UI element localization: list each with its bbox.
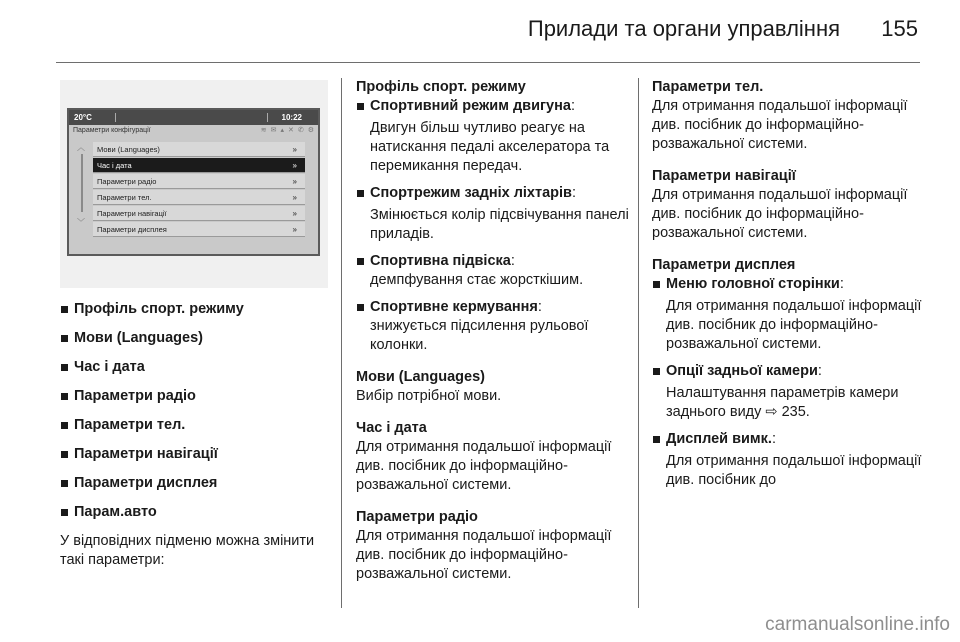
section-text: Для отримання подальшої інформації див. посібник до інформаційно-розважальної системи.: [652, 187, 908, 241]
list-item: Спортивне кермування: знижується підсилення рульової колонки.: [356, 298, 631, 355]
list-item: Парам.авто: [60, 503, 330, 522]
section-navigation: [652, 167, 922, 243]
status-bar: [69, 110, 318, 125]
section-heading: Час і дата: [356, 420, 427, 436]
column-divider-2: [638, 78, 639, 608]
clock-readout: 10:22: [281, 113, 302, 122]
scroll-up-icon[interactable]: ︿: [77, 143, 85, 152]
header-title: Прилади та органи управління: [527, 16, 840, 41]
menu-item-navigation[interactable]: Параметри навігації »: [93, 206, 305, 221]
list-item: Параметри радіо: [60, 387, 330, 406]
chevron-right-icon: »: [292, 177, 297, 186]
list-item: Параметри навігації: [60, 445, 330, 464]
list-item: Меню головної сторінки: Для отримання подальшої інформації див. посібник до інформаційно-розважальної системи.: [652, 275, 922, 354]
status-bar-separator: [115, 113, 116, 122]
section-heading: Параметри навігації: [652, 168, 796, 184]
chevron-right-icon: »: [292, 145, 297, 154]
chevron-right-icon: »: [292, 193, 297, 202]
settings-menu: [93, 142, 305, 238]
section-time-date: [356, 419, 631, 495]
menu-item-languages[interactable]: Мови (Languages) »: [93, 142, 305, 157]
intro-note: У відповідних підменю можна змінити такі параметри:: [60, 533, 315, 568]
section-heading: Параметри дисплея: [652, 257, 796, 273]
section-heading: Параметри тел.: [652, 79, 764, 95]
scrollbar[interactable]: [74, 142, 90, 226]
scroll-down-icon[interactable]: ﹀: [77, 218, 85, 227]
section-display: [652, 256, 922, 490]
section-text: Для отримання подальшої інформації див. посібник до інформаційно-розважальної системи.: [356, 528, 612, 582]
column-divider-1: [341, 78, 342, 608]
list-item: Спортивний режим двигуна: Двигун більш чутливо реагує на натискання педалі акселератора та перемикання передач.: [356, 97, 631, 176]
chevron-right-icon: »: [292, 225, 297, 234]
gear-icon: ⚙: [307, 127, 314, 134]
page-reference-icon: ⇨: [765, 404, 778, 420]
section-heading: Параметри радіо: [356, 509, 478, 525]
column-right: [652, 78, 922, 503]
section-text: Для отримання подальшої інформації див. посібник до інформаційно-розважальної системи.: [356, 439, 612, 493]
section-phone: [652, 78, 922, 154]
mute-icon: ✕: [287, 127, 294, 134]
list-item: Час і дата: [60, 358, 330, 377]
signal-icon: ▴: [280, 127, 284, 134]
list-item: Профіль спорт. режиму: [60, 300, 330, 319]
section-sport-profile: [356, 78, 631, 355]
list-item: Опції задньої камери: Налаштування параметрів камери заднього виду ⇨ 235.: [652, 362, 922, 422]
section-heading: Профіль спорт. режиму: [356, 79, 526, 95]
chevron-right-icon: »: [292, 209, 297, 218]
list-item: Параметри тел.: [60, 416, 330, 435]
display-screen: [67, 108, 320, 256]
page-reference[interactable]: 235.: [781, 404, 810, 420]
column-left: [60, 300, 330, 578]
section-heading: Мови (Languages): [356, 369, 485, 385]
watermark: carmanualsonline.info: [765, 614, 950, 635]
screen-title: Параметри конфігурації: [73, 127, 151, 134]
status-icons: [261, 126, 314, 134]
status-bar-separator: [267, 113, 268, 122]
menu-item-phone[interactable]: Параметри тел. »: [93, 190, 305, 205]
list-item: Спортивна підвіска: демпфування стає жорсткішим.: [356, 252, 631, 290]
phone-icon: ✆: [297, 127, 304, 134]
page-number: 155: [881, 16, 918, 41]
list-item: Параметри дисплея: [60, 474, 330, 493]
chevron-right-icon: »: [292, 161, 297, 170]
menu-item-display[interactable]: Параметри дисплея »: [93, 222, 305, 237]
temperature-readout: 20°C: [74, 113, 92, 122]
section-radio: [356, 508, 631, 584]
section-languages: [356, 368, 631, 406]
menu-item-time-date[interactable]: Час і дата »: [93, 158, 305, 173]
list-item: Спортрежим задніх ліхтарів: Змінюється колір підсвічування панелі приладів.: [356, 184, 631, 244]
section-text: Для отримання подальшої інформації див. посібник до інформаційно-розважальної системи.: [652, 98, 908, 152]
message-icon: ✉: [270, 127, 277, 134]
list-item: Мови (Languages): [60, 329, 330, 348]
list-item: Дисплей вимк.: Для отримання подальшої інформації див. посібник до: [652, 430, 922, 490]
menu-item-radio[interactable]: Параметри радіо »: [93, 174, 305, 189]
settings-screen-figure: [60, 80, 328, 288]
section-text: Вибір потрібної мови.: [356, 388, 502, 404]
wifi-icon: ≋: [260, 127, 267, 134]
scroll-track[interactable]: [81, 154, 83, 212]
column-middle: [356, 78, 631, 597]
header-divider: [56, 62, 920, 63]
